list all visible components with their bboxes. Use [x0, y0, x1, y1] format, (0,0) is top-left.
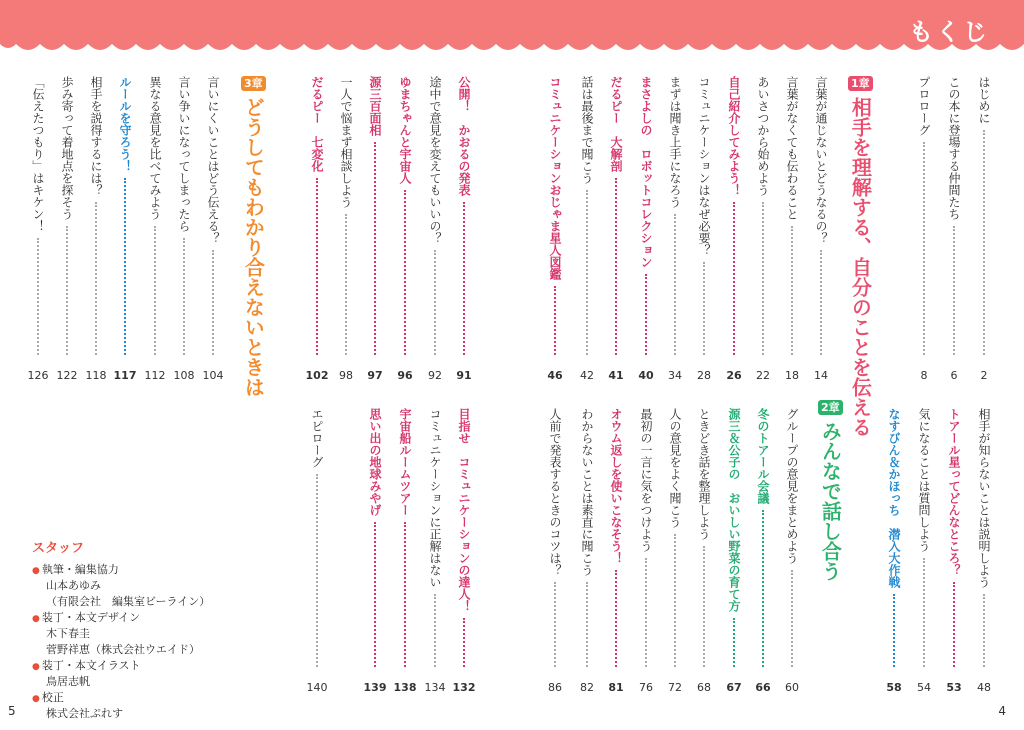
leader-dots: [374, 142, 376, 355]
toc-entry-page: 18: [785, 369, 799, 382]
leader-dots: [923, 142, 925, 355]
toc-entry-text: 一人で悩まず相談しよう: [339, 76, 353, 208]
toc-entry-text: グループの意見をまとめよう: [785, 408, 799, 564]
toc-entry-page: 118: [85, 369, 107, 382]
toc-entry-page: 139: [363, 681, 387, 694]
toc-entry[interactable]: [56, 76, 78, 382]
toc-entry-page: 81: [608, 681, 624, 694]
leader-dots: [154, 226, 156, 355]
toc-entry-page: 102: [305, 369, 329, 382]
toc-entry[interactable]: [917, 408, 931, 694]
toc-entry-page: 42: [580, 369, 594, 382]
toc-entry[interactable]: [668, 76, 682, 382]
chapter-3-badge: 3章: [241, 76, 266, 91]
leader-dots: [586, 582, 588, 667]
toc-entry-text: 言葉が通じないとどうなるの？: [814, 76, 828, 244]
toc-entry[interactable]: [144, 76, 166, 382]
toc-entry[interactable]: [697, 408, 711, 694]
toc-entry[interactable]: [917, 76, 931, 382]
toc-entry-text: コミュニケーションおじゃま星人図鑑: [548, 76, 562, 280]
leader-dots: [615, 570, 617, 667]
toc-entry[interactable]: [547, 76, 563, 382]
toc-entry-page: 58: [886, 681, 902, 694]
toc-entry[interactable]: [697, 76, 711, 382]
toc-entry[interactable]: [886, 408, 902, 694]
toc-entry-page: 96: [397, 369, 413, 382]
toc-entry[interactable]: [306, 408, 328, 694]
chapter-2-title: みんなで話し合う: [818, 421, 843, 581]
toc-entry-text: はじめに: [977, 76, 991, 124]
leader-dots: [733, 202, 735, 355]
leader-dots: [66, 226, 68, 355]
page-title: もくじ: [909, 18, 990, 46]
leader-dots: [434, 594, 436, 667]
toc-entry-page: 91: [456, 369, 472, 382]
toc-entry-page: 126: [27, 369, 49, 382]
leader-dots: [762, 202, 764, 355]
toc-entry-text: 言葉がなくても伝わること: [785, 76, 799, 220]
leader-dots: [463, 202, 465, 355]
toc-entry[interactable]: [755, 408, 771, 694]
toc-entry-page: 8: [920, 369, 928, 382]
toc-entry[interactable]: [608, 76, 624, 382]
toc-entry-text: 目指せ コミュニケーションの達人！: [457, 408, 471, 612]
leader-dots: [316, 474, 318, 667]
toc-entry[interactable]: [977, 76, 991, 382]
staff-name: 山本あゆみ: [46, 578, 101, 592]
toc-entry-text: 源三＆公子の おいしい野菜の育て方: [727, 408, 741, 612]
leader-dots: [183, 238, 185, 355]
leader-dots: [554, 286, 556, 355]
toc-entry-page: 112: [144, 369, 166, 382]
toc-entry[interactable]: [339, 76, 353, 382]
toc-entry-text: プロローグ: [917, 76, 931, 136]
toc-entry[interactable]: [785, 408, 799, 694]
toc-entry-page: 22: [756, 369, 770, 382]
toc-entry-text: 宇宙船ルームツアー: [398, 408, 412, 516]
toc-entry-text: あいさつから始めよう: [756, 76, 770, 196]
staff-role: 校正: [41, 690, 64, 704]
leader-dots: [762, 510, 764, 667]
toc-entry[interactable]: [363, 408, 387, 694]
toc-entry-text: まずは聞き上手になろう: [668, 76, 682, 208]
leader-dots: [554, 582, 556, 667]
leader-dots: [212, 250, 214, 355]
toc-entry[interactable]: [726, 76, 742, 382]
toc-entry-text: 話は最後まで聞こう: [580, 76, 594, 184]
staff-role: 装丁・本文デザイン: [41, 610, 141, 624]
toc-entry-page: 54: [917, 681, 931, 694]
leader-dots: [463, 618, 465, 667]
toc-entry-page: 122: [56, 369, 78, 382]
bullet-icon: ●: [32, 661, 40, 672]
toc-entry-page: 34: [668, 369, 682, 382]
staff-group: [32, 658, 210, 674]
toc-entry-text: 相手が知らないことは説明しよう: [977, 408, 991, 588]
toc-entry-page: 46: [547, 369, 563, 382]
toc-entry[interactable]: [113, 76, 137, 382]
toc-entry[interactable]: [305, 76, 329, 382]
chapter-2-badge: 2章: [818, 400, 843, 415]
toc-entry-page: 104: [202, 369, 224, 382]
toc-entry-text: 相手を説得するには？: [89, 76, 103, 196]
toc-entry-text: 源三百面相: [368, 76, 382, 136]
chapter-3-title: どうしてもわかり合えないときは: [241, 97, 266, 397]
toc-entry[interactable]: [428, 76, 442, 382]
leader-dots: [674, 534, 676, 667]
toc-entry[interactable]: [367, 76, 383, 382]
toc-entry-page: 76: [639, 681, 653, 694]
toc-entry-text: だるピー 七変化: [310, 76, 324, 172]
leader-dots: [586, 190, 588, 355]
staff-name: 菅野祥恵（株式会社ウエイド）: [46, 642, 200, 656]
toc-entry-text: 言い争いになってしまったら: [177, 76, 191, 232]
leader-dots: [374, 522, 376, 667]
toc-entry-text: この本に登場する仲間たち: [947, 76, 961, 220]
header-band: [0, 0, 1024, 60]
leader-dots: [345, 214, 347, 355]
leader-dots: [404, 522, 406, 667]
toc-entry-text: わからないことは素直に聞こう: [580, 408, 594, 576]
toc-entry[interactable]: [947, 76, 961, 382]
toc-entry-page: 48: [977, 681, 991, 694]
leader-dots: [983, 130, 985, 355]
leader-dots: [37, 238, 39, 355]
toc-entry[interactable]: [639, 408, 653, 694]
staff-group: [32, 690, 210, 706]
staff-role: 装丁・本文イラスト: [41, 658, 141, 672]
toc-entry-text: トアール星ってどんなところ？: [947, 408, 961, 576]
bullet-icon: ●: [32, 613, 40, 624]
toc-entry-page: 72: [668, 681, 682, 694]
toc-entry-text: 冬のトアール会議: [756, 408, 770, 504]
leader-dots: [645, 558, 647, 667]
toc-entry-page: 41: [608, 369, 624, 382]
toc-entry-page: 14: [814, 369, 828, 382]
toc-entry-text: エピローグ: [310, 408, 324, 468]
toc-entry-text: ときどき話を整理しよう: [697, 408, 711, 540]
toc-entry-page: 117: [113, 369, 137, 382]
toc-entry[interactable]: [173, 76, 195, 382]
chapter-2-heading: [818, 400, 843, 581]
toc-entry-text: 異なる意見を比べてみよう: [148, 76, 162, 220]
toc-entry-page: 53: [946, 681, 962, 694]
toc-entry-text: 言いにくいことはどう伝える？: [206, 76, 220, 244]
toc-entry[interactable]: [638, 76, 654, 382]
toc-entry-text: コミュニケーションに正解はない: [428, 408, 442, 588]
toc-entry-text: 最初の一言に気をつけよう: [639, 408, 653, 552]
toc-entry-text: 思い出の地球みやげ: [368, 408, 382, 516]
leader-dots: [703, 262, 705, 355]
toc-entry-page: 86: [548, 681, 562, 694]
staff-role: 執筆・編集協力: [41, 562, 119, 576]
toc-entry[interactable]: [456, 76, 472, 382]
toc-entry-text: だるピー 大解剖: [609, 76, 623, 172]
staff-credits: [32, 540, 210, 722]
leader-dots: [124, 178, 126, 355]
toc-entry-page: 108: [173, 369, 195, 382]
leader-dots: [893, 594, 895, 667]
toc-entry[interactable]: [785, 76, 799, 382]
leader-dots: [615, 178, 617, 355]
toc-entry[interactable]: [580, 76, 594, 382]
toc-entry-page: 68: [697, 681, 711, 694]
toc-entry-page: 28: [697, 369, 711, 382]
leader-dots: [983, 594, 985, 667]
toc-entry-text: なすびん＆かほっち 潜入大作戦: [887, 408, 901, 588]
toc-entry[interactable]: [85, 76, 107, 382]
chapter-1-title: 相手を理解する、自分のことを伝える: [848, 97, 873, 437]
page-number-left: 5: [8, 704, 16, 718]
bullet-icon: ●: [32, 565, 40, 576]
toc-entry-text: 自己紹介してみよう！: [727, 76, 741, 196]
toc-entry-page: 60: [785, 681, 799, 694]
leader-dots: [404, 190, 406, 355]
toc-entry[interactable]: [27, 76, 49, 382]
leader-dots: [953, 582, 955, 667]
toc-entry-page: 2: [980, 369, 988, 382]
toc-entry-page: 66: [755, 681, 771, 694]
toc-entry-text: コミュニケーションはなぜ必要？: [697, 76, 711, 256]
toc-entry-text: 歩み寄って着地点を探そう: [60, 76, 74, 220]
staff-name: 鳥居志帆: [46, 674, 90, 688]
toc-entry-text: 人の意見をよく聞こう: [668, 408, 682, 528]
toc-entry[interactable]: [580, 408, 594, 694]
toc-entry[interactable]: [424, 408, 446, 694]
page-number-right: 4: [998, 704, 1006, 718]
toc-entry-page: 97: [367, 369, 383, 382]
leader-dots: [791, 226, 793, 355]
toc-entry-page: 67: [726, 681, 742, 694]
leader-dots: [316, 178, 318, 355]
chapter-3-heading: [241, 76, 266, 397]
toc-entry-page: 98: [339, 369, 353, 382]
toc-entry[interactable]: [452, 408, 476, 694]
staff-name: （有限会社 編集室ビーライン）: [46, 594, 211, 608]
staff-name: 株式会社ぷれす: [46, 706, 123, 720]
toc-entry[interactable]: [608, 408, 624, 694]
toc-entry[interactable]: [814, 76, 828, 382]
toc-entry[interactable]: [977, 408, 991, 694]
toc-entry[interactable]: [393, 408, 417, 694]
toc-entry-text: 途中で意見を変えてもいいの？: [428, 76, 442, 244]
toc-entry-text: 公開！ かおるの発表: [457, 76, 471, 196]
toc-entry[interactable]: [202, 76, 224, 382]
leader-dots: [95, 202, 97, 355]
toc-entry-text: 気になることは質問しよう: [917, 408, 931, 552]
toc-entry-page: 132: [452, 681, 476, 694]
toc-entry[interactable]: [397, 76, 413, 382]
toc-entry[interactable]: [668, 408, 682, 694]
leader-dots: [820, 250, 822, 355]
toc-entry[interactable]: [756, 76, 770, 382]
toc-entry-page: 134: [424, 681, 446, 694]
leader-dots: [703, 546, 705, 667]
toc-entry-page: 82: [580, 681, 594, 694]
toc-entry-text: まさよしの ロボットコレクション: [639, 76, 653, 268]
chapter-1-badge: 1章: [848, 76, 873, 91]
toc-entry-page: 40: [638, 369, 654, 382]
chapter-1-heading: [848, 76, 873, 437]
staff-heading: スタッフ: [32, 541, 85, 556]
leader-dots: [434, 250, 436, 355]
toc-entry[interactable]: [726, 408, 742, 694]
bullet-icon: ●: [32, 693, 40, 704]
toc-entry-page: 138: [393, 681, 417, 694]
scalloped-header-shape: [0, 0, 1024, 50]
leader-dots: [923, 558, 925, 667]
toc-entry-page: 92: [428, 369, 442, 382]
leader-dots: [791, 570, 793, 667]
toc-entry-text: 「伝えたつもり」はキケン！: [31, 76, 45, 232]
toc-entry[interactable]: [946, 408, 962, 694]
toc-entry-text: 人前で発表するときのコツは？: [548, 408, 562, 576]
toc-entry-text: ルールを守ろう！: [118, 76, 132, 172]
leader-dots: [953, 226, 955, 355]
toc-entry-text: オウム返しを使いこなそう！: [609, 408, 623, 564]
leader-dots: [733, 618, 735, 667]
toc-entry-page: 140: [306, 681, 328, 694]
leader-dots: [645, 274, 647, 355]
leader-dots: [674, 214, 676, 355]
toc-entry[interactable]: [548, 408, 562, 694]
toc-entry-page: 26: [726, 369, 742, 382]
staff-group: [32, 562, 210, 578]
toc-entry-page: 6: [950, 369, 958, 382]
toc-entry-text: ゆまちゃんと宇宙人: [398, 76, 412, 184]
staff-name: 木下春圭: [46, 626, 90, 640]
staff-group: [32, 610, 210, 626]
